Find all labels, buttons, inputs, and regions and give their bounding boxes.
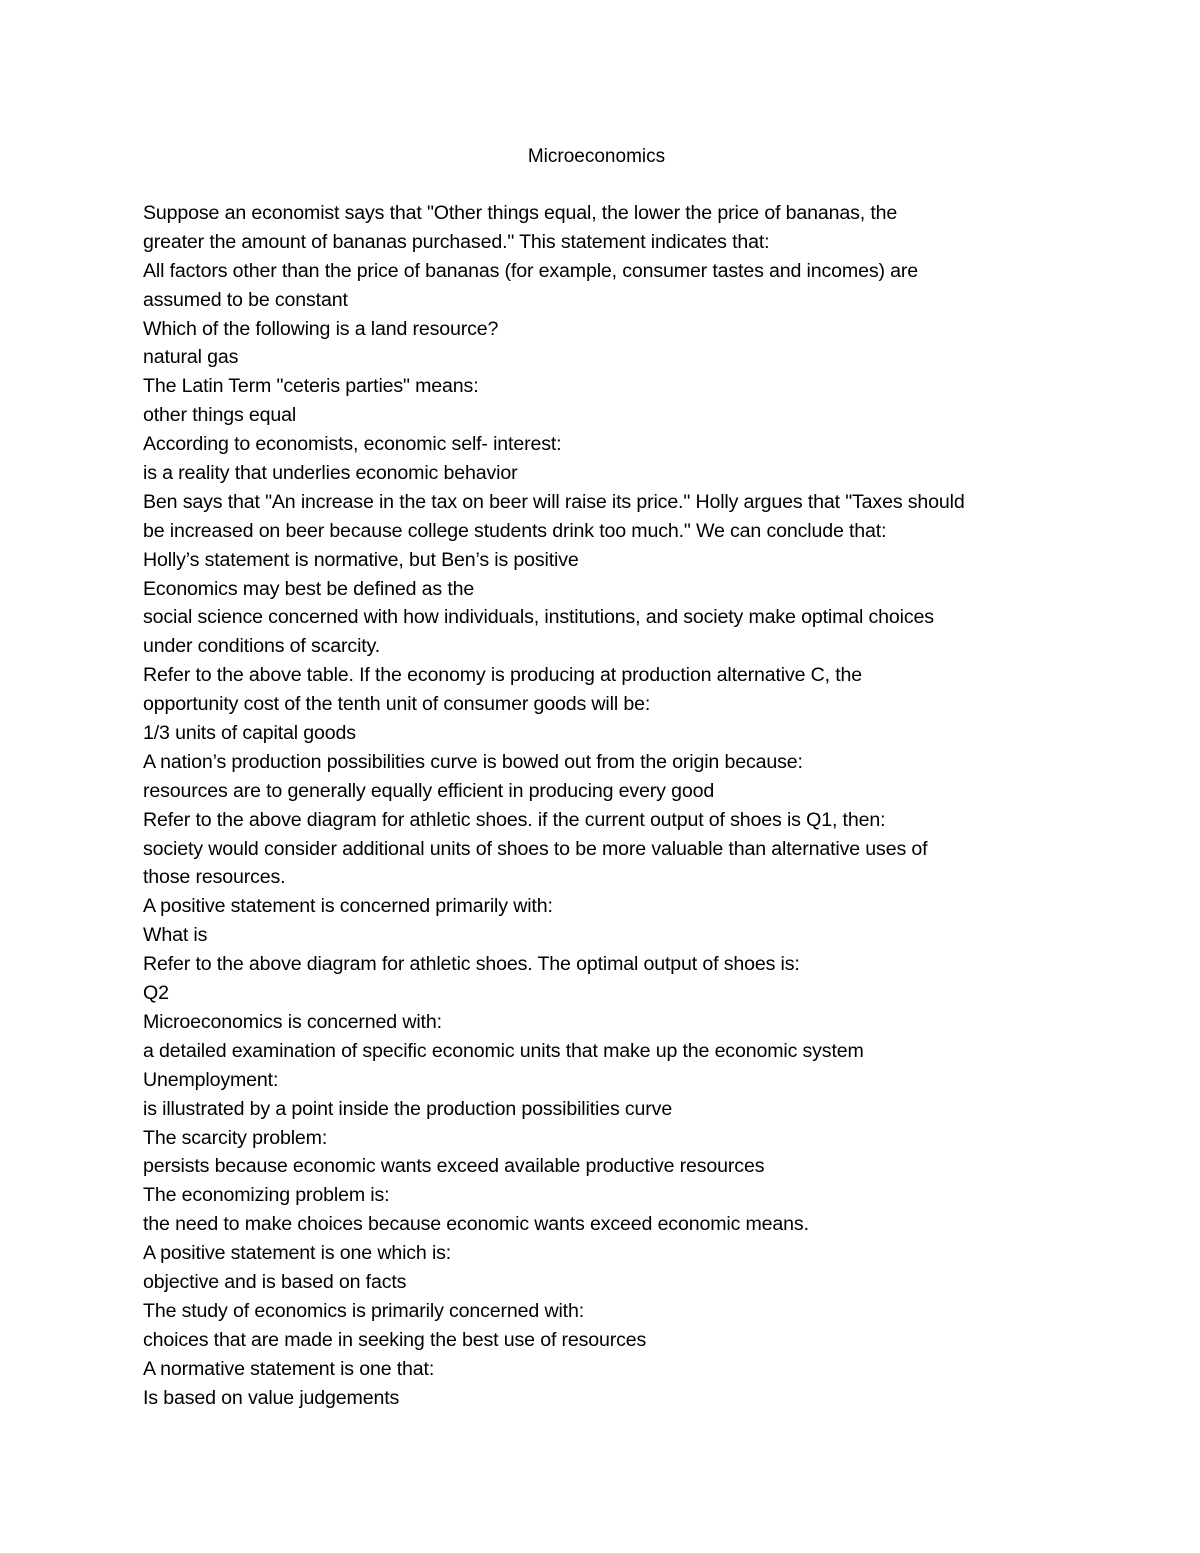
text-line: All factors other than the price of bananas (for example, consumer tastes and incomes) are [143,259,919,282]
text-line: Holly’s statement is normative, but Ben’s is positive [143,548,579,571]
text-line: Microeconomics is concerned with: [143,1010,442,1033]
text-line: persists because economic wants exceed available productive resources [143,1155,765,1178]
text-line: A positive statement is one which is: [143,1242,452,1265]
text-line: be increased on beer because college students drink too much." We can conclude that: [143,519,887,542]
text-line: assumed to be constant [143,288,348,311]
text-line: is a reality that underlies economic behavior [143,462,518,485]
text-line: Suppose an economist says that "Other things equal, the lower the price of bananas, the [143,202,898,224]
text-line: Q2 [143,982,169,1005]
text-line: The economizing problem is: [143,1184,390,1207]
text-line: The Latin Term "ceteris parties" means: [143,375,479,398]
text-line: objective and is based on facts [143,1270,407,1293]
text-line: Ben says that "An increase in the tax on beer will raise its price." Holly argues that "Taxes should [143,490,965,513]
text-line: The scarcity problem: [143,1126,328,1149]
document-title: Microeconomics [527,146,666,167]
text-line: The study of economics is primarily concerned with: [143,1299,585,1322]
text-line: society would consider additional units of shoes to be more valuable than alternative uses of [143,837,928,860]
text-line: Refer to the above diagram for athletic shoes. if the current output of shoes is Q1, then: [143,808,886,831]
text-line: resources are to generally equally efficient in producing every good [143,779,715,802]
text-line: A normative statement is one that: [143,1357,435,1380]
document-body [143,199,1063,1412]
text-line: those resources. [143,866,286,889]
text-line: According to economists, economic self- interest: [143,433,562,456]
text-line: is illustrated by a point inside the production possibilities curve [143,1097,673,1120]
text-line: Unemployment: [143,1068,279,1091]
text-line: What is [143,924,208,947]
text-line: natural gas [143,346,239,369]
text-line: social science concerned with how individuals, institutions, and society make optimal choices [143,606,934,629]
text-line: A positive statement is concerned primarily with: [143,895,553,918]
text-line: opportunity cost of the tenth unit of consumer goods will be: [143,693,651,716]
text-line: 1/3 units of capital goods [143,722,356,745]
text-line: Refer to the above table. If the economy is producing at production alternative C, the [143,664,863,687]
text-line: Is based on value judgements [143,1386,400,1409]
text-line: choices that are made in seeking the best use of resources [143,1328,647,1351]
text-line: Economics may best be defined as the [143,577,475,600]
text-line: other things equal [143,404,297,427]
text-line: greater the amount of bananas purchased." This statement indicates that: [143,230,770,253]
text-line: the need to make choices because economic wants exceed economic means. [143,1213,809,1236]
text-line: Refer to the above diagram for athletic shoes. The optimal output of shoes is: [143,953,800,976]
text-line: Which of the following is a land resource? [143,317,499,340]
text-line: a detailed examination of specific economic units that make up the economic system [143,1039,864,1062]
text-line: under conditions of scarcity. [143,635,381,658]
text-line: A nation’s production possibilities curve is bowed out from the origin because: [143,750,803,773]
